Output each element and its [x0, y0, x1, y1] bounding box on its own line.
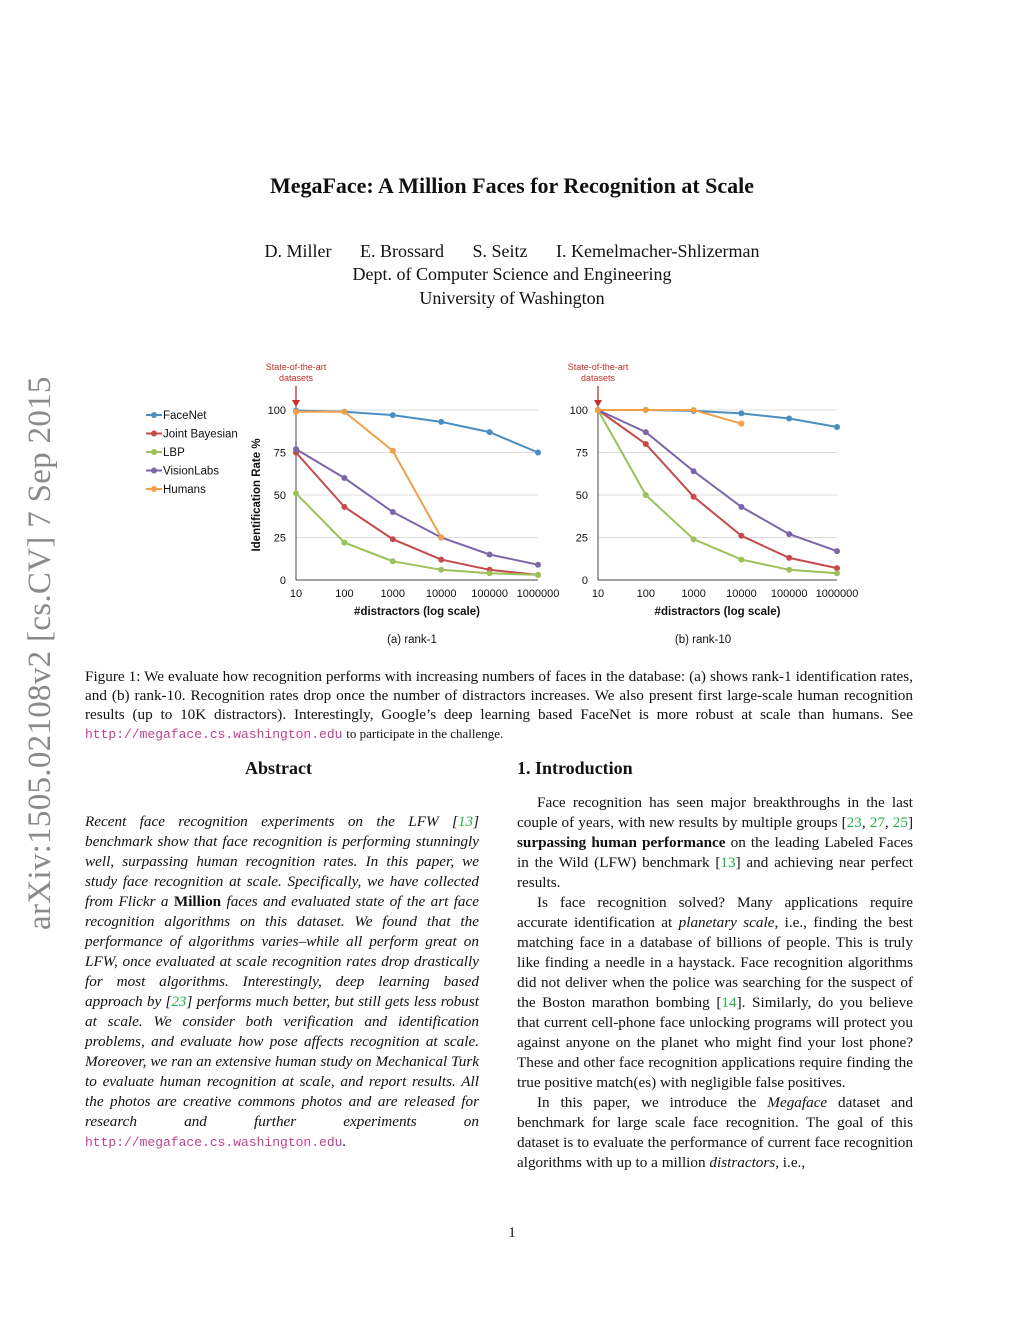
- data-point: [390, 448, 396, 454]
- annotation-label: datasets: [580, 373, 616, 383]
- data-point: [341, 504, 347, 510]
- data-point: [595, 407, 601, 413]
- annotation-label: State-of-the-art: [265, 362, 327, 372]
- abstract-link[interactable]: http://megaface.cs.washington.edu: [85, 1135, 343, 1150]
- data-point: [738, 504, 744, 510]
- affiliation-university: University of Washington: [419, 288, 605, 308]
- x-tick-label: 10: [591, 588, 605, 600]
- abstract-heading: Abstract: [245, 758, 312, 778]
- subcaption-a: (a) rank-1: [387, 634, 437, 646]
- cite-14[interactable]: 14: [721, 994, 737, 1011]
- series-line-facenet: [598, 410, 837, 427]
- author-list: [0, 241, 1024, 262]
- data-point: [834, 424, 840, 430]
- data-point: [487, 429, 493, 435]
- cite-23[interactable]: 23: [171, 993, 187, 1010]
- y-tick-label: 75: [575, 447, 588, 460]
- intro-paragraph-2: Is face recognition solved? Many applications require accurate identification at planetary scale, i.e., finding the best matching face in a database of billions of people. This is truly like finding a needle in a haystack. Face recognition algorithms did not deliver when the police was searching for the suspect of the Boston marathon bombing [14]. Similarly, do you believe that current cell-phone face unlocking programs will protect you against anyone on the planet who might find your lost phone? These and other face recognition applications require finding the true positive match(es) with negligible false positives.: [517, 894, 913, 1091]
- y-tick-label: 0: [581, 575, 588, 587]
- paper-title: MegaFace: A Million Faces for Recognition at Scale: [269, 173, 755, 198]
- x-tick-label: 10: [289, 588, 303, 600]
- data-point: [341, 409, 347, 415]
- data-point: [691, 407, 697, 413]
- legend-label: Joint Bayesian: [163, 428, 238, 441]
- cite-23[interactable]: 23: [846, 814, 862, 831]
- x-tick-label: 100: [636, 588, 655, 600]
- legend-marker: [151, 486, 157, 492]
- data-point: [535, 450, 541, 456]
- data-point: [341, 540, 347, 546]
- data-point: [738, 410, 744, 416]
- legend-marker: [151, 412, 157, 418]
- data-point: [438, 557, 444, 563]
- author-2: E. Brossard: [359, 241, 444, 261]
- data-point: [786, 531, 792, 537]
- figure-caption: [85, 667, 913, 744]
- figure-caption-tail: to participate in the challenge.: [346, 726, 504, 741]
- cite-25[interactable]: 25: [892, 814, 908, 831]
- data-point: [834, 565, 840, 571]
- x-tick-label: 100000: [471, 588, 508, 600]
- legend-marker: [151, 468, 157, 474]
- y-tick-label: 50: [575, 490, 588, 502]
- series-line-visionlabs: [598, 410, 837, 551]
- y-tick-label: 100: [569, 405, 588, 417]
- y-tick-label: 100: [267, 405, 286, 417]
- author-3: S. Seitz: [472, 241, 528, 261]
- data-point: [738, 421, 744, 427]
- series-line-facenet: [296, 411, 538, 453]
- arxiv-stamp: arXiv:1505.02108v2 [cs.CV] 7 Sep 2015: [22, 376, 58, 930]
- series-line-humans: [296, 412, 441, 538]
- data-point: [390, 536, 396, 542]
- subcaption-b: (b) rank-10: [674, 634, 732, 646]
- data-point: [786, 416, 792, 422]
- data-point: [738, 557, 744, 563]
- y-tick-label: 0: [279, 575, 286, 587]
- annotation-label: datasets: [278, 373, 314, 383]
- data-point: [390, 558, 396, 564]
- data-point: [293, 446, 299, 452]
- data-point: [834, 570, 840, 576]
- legend-marker: [151, 431, 157, 437]
- y-tick-label: 50: [273, 490, 286, 502]
- data-point: [438, 419, 444, 425]
- data-point: [643, 429, 649, 435]
- legend-label: LBP: [163, 447, 185, 459]
- author-1: D. Miller: [264, 241, 332, 261]
- x-axis-label: #distractors (log scale): [354, 606, 480, 618]
- annotation-arrowhead: [594, 400, 602, 407]
- data-point: [438, 567, 444, 573]
- series-line-lbp: [296, 493, 538, 575]
- legend-label: FaceNet: [163, 410, 207, 422]
- x-tick-label: 100: [335, 588, 354, 600]
- intro-paragraph-3: In this paper, we introduce the Megaface dataset and benchmark for large scale face recognition. The goal of this dataset is to evaluate the performance of current face recognition algorithms with up to a million distractors, i.e.,: [517, 1094, 913, 1171]
- cite-13[interactable]: 13: [457, 813, 474, 830]
- page-number: 1: [508, 1225, 516, 1241]
- y-axis-label: Identification Rate %: [251, 438, 263, 552]
- data-point: [390, 412, 396, 418]
- data-point: [487, 552, 493, 558]
- y-tick-label: 75: [273, 447, 286, 460]
- affiliation-dept: Dept. of Computer Science and Engineering: [352, 264, 672, 284]
- abstract-body: Recent face recognition experiments on the LFW [13] benchmark show that face recognition is performing stunningly well, surpassing human recognition rates. In this paper, we study face recognition at scale. Specifically, we have collected from Flickr a Million faces and evaluated state of the art face recognition algorithms on this dataset. We found that the performance of algorithms varies–while all perform great on LFW, once evaluated at scale recognition rates drop drastically for most algorithms. Interestingly, deep learning based approach by [23] performs much better, but still gets less robust at scale. We consider both verification and identification problems, and evaluate how pose affects recognition at scale. Moreover, we ran an extensive human study on Mechanical Turk to evaluate human recognition at scale, and report results. All the photos are creative commons photos and are released for research and further experiments on http://megaface.cs.washington.edu.: [85, 813, 480, 1150]
- x-tick-label: 1000000: [516, 588, 560, 600]
- x-tick-label: 1000: [380, 588, 406, 600]
- data-point: [293, 409, 299, 415]
- intro-paragraph-1: Face recognition has seen major breakthroughs in the last couple of years, with new results by multiple groups [23, 27, 25] surpassing human performance on the leading Labeled Faces in the Wild (LFW) benchmark [13] and achieving near perfect results.: [517, 794, 914, 891]
- x-tick-label: 1000000: [815, 588, 859, 600]
- megaface-link[interactable]: http://megaface.cs.washington.edu: [85, 727, 343, 742]
- data-point: [390, 509, 396, 515]
- data-point: [691, 494, 697, 500]
- cite-13[interactable]: 13: [720, 854, 736, 871]
- data-point: [535, 572, 541, 578]
- intro-body: [517, 793, 913, 1173]
- y-tick-label: 25: [273, 532, 286, 545]
- chart-rank-10: [560, 355, 880, 625]
- data-point: [438, 535, 444, 541]
- author-4: I. Kemelmacher-Shlizerman: [555, 241, 760, 261]
- data-point: [643, 407, 649, 413]
- x-tick-label: 10000: [425, 588, 457, 600]
- x-axis-label: #distractors (log scale): [654, 606, 781, 618]
- data-point: [691, 536, 697, 542]
- chart-rank-1: [240, 355, 570, 625]
- data-point: [643, 441, 649, 447]
- intro-heading: 1. Introduction: [517, 758, 633, 778]
- data-point: [341, 475, 347, 481]
- data-point: [786, 555, 792, 561]
- series-line-visionlabs: [296, 449, 538, 565]
- legend-label: Humans: [163, 484, 206, 496]
- x-tick-label: 10000: [726, 588, 757, 600]
- data-point: [293, 490, 299, 496]
- data-point: [738, 533, 744, 539]
- x-tick-label: 1000: [681, 588, 706, 600]
- cite-27[interactable]: 27: [869, 814, 885, 831]
- data-point: [643, 492, 649, 498]
- data-point: [691, 468, 697, 474]
- data-point: [535, 562, 541, 568]
- data-point: [834, 548, 840, 554]
- data-point: [786, 567, 792, 573]
- legend-marker: [151, 449, 157, 455]
- data-point: [487, 570, 493, 576]
- x-tick-label: 100000: [770, 588, 808, 600]
- y-tick-label: 25: [575, 532, 588, 545]
- annotation-arrowhead: [292, 400, 300, 407]
- annotation-label: State-of-the-art: [567, 362, 629, 372]
- legend-label: VisionLabs: [163, 465, 220, 478]
- figure-caption-text: Figure 1: We evaluate how recognition performs with increasing numbers of faces in the database: (a) shows rank-1 identification rates, and (b) rank-10. Recognition rates drop once the number of distractors increases. We also present first large-scale human recognition results (up to 10K distractors). Interestingly, Google’s deep learning based FaceNet is more robust at scale than humans. See: [85, 668, 913, 723]
